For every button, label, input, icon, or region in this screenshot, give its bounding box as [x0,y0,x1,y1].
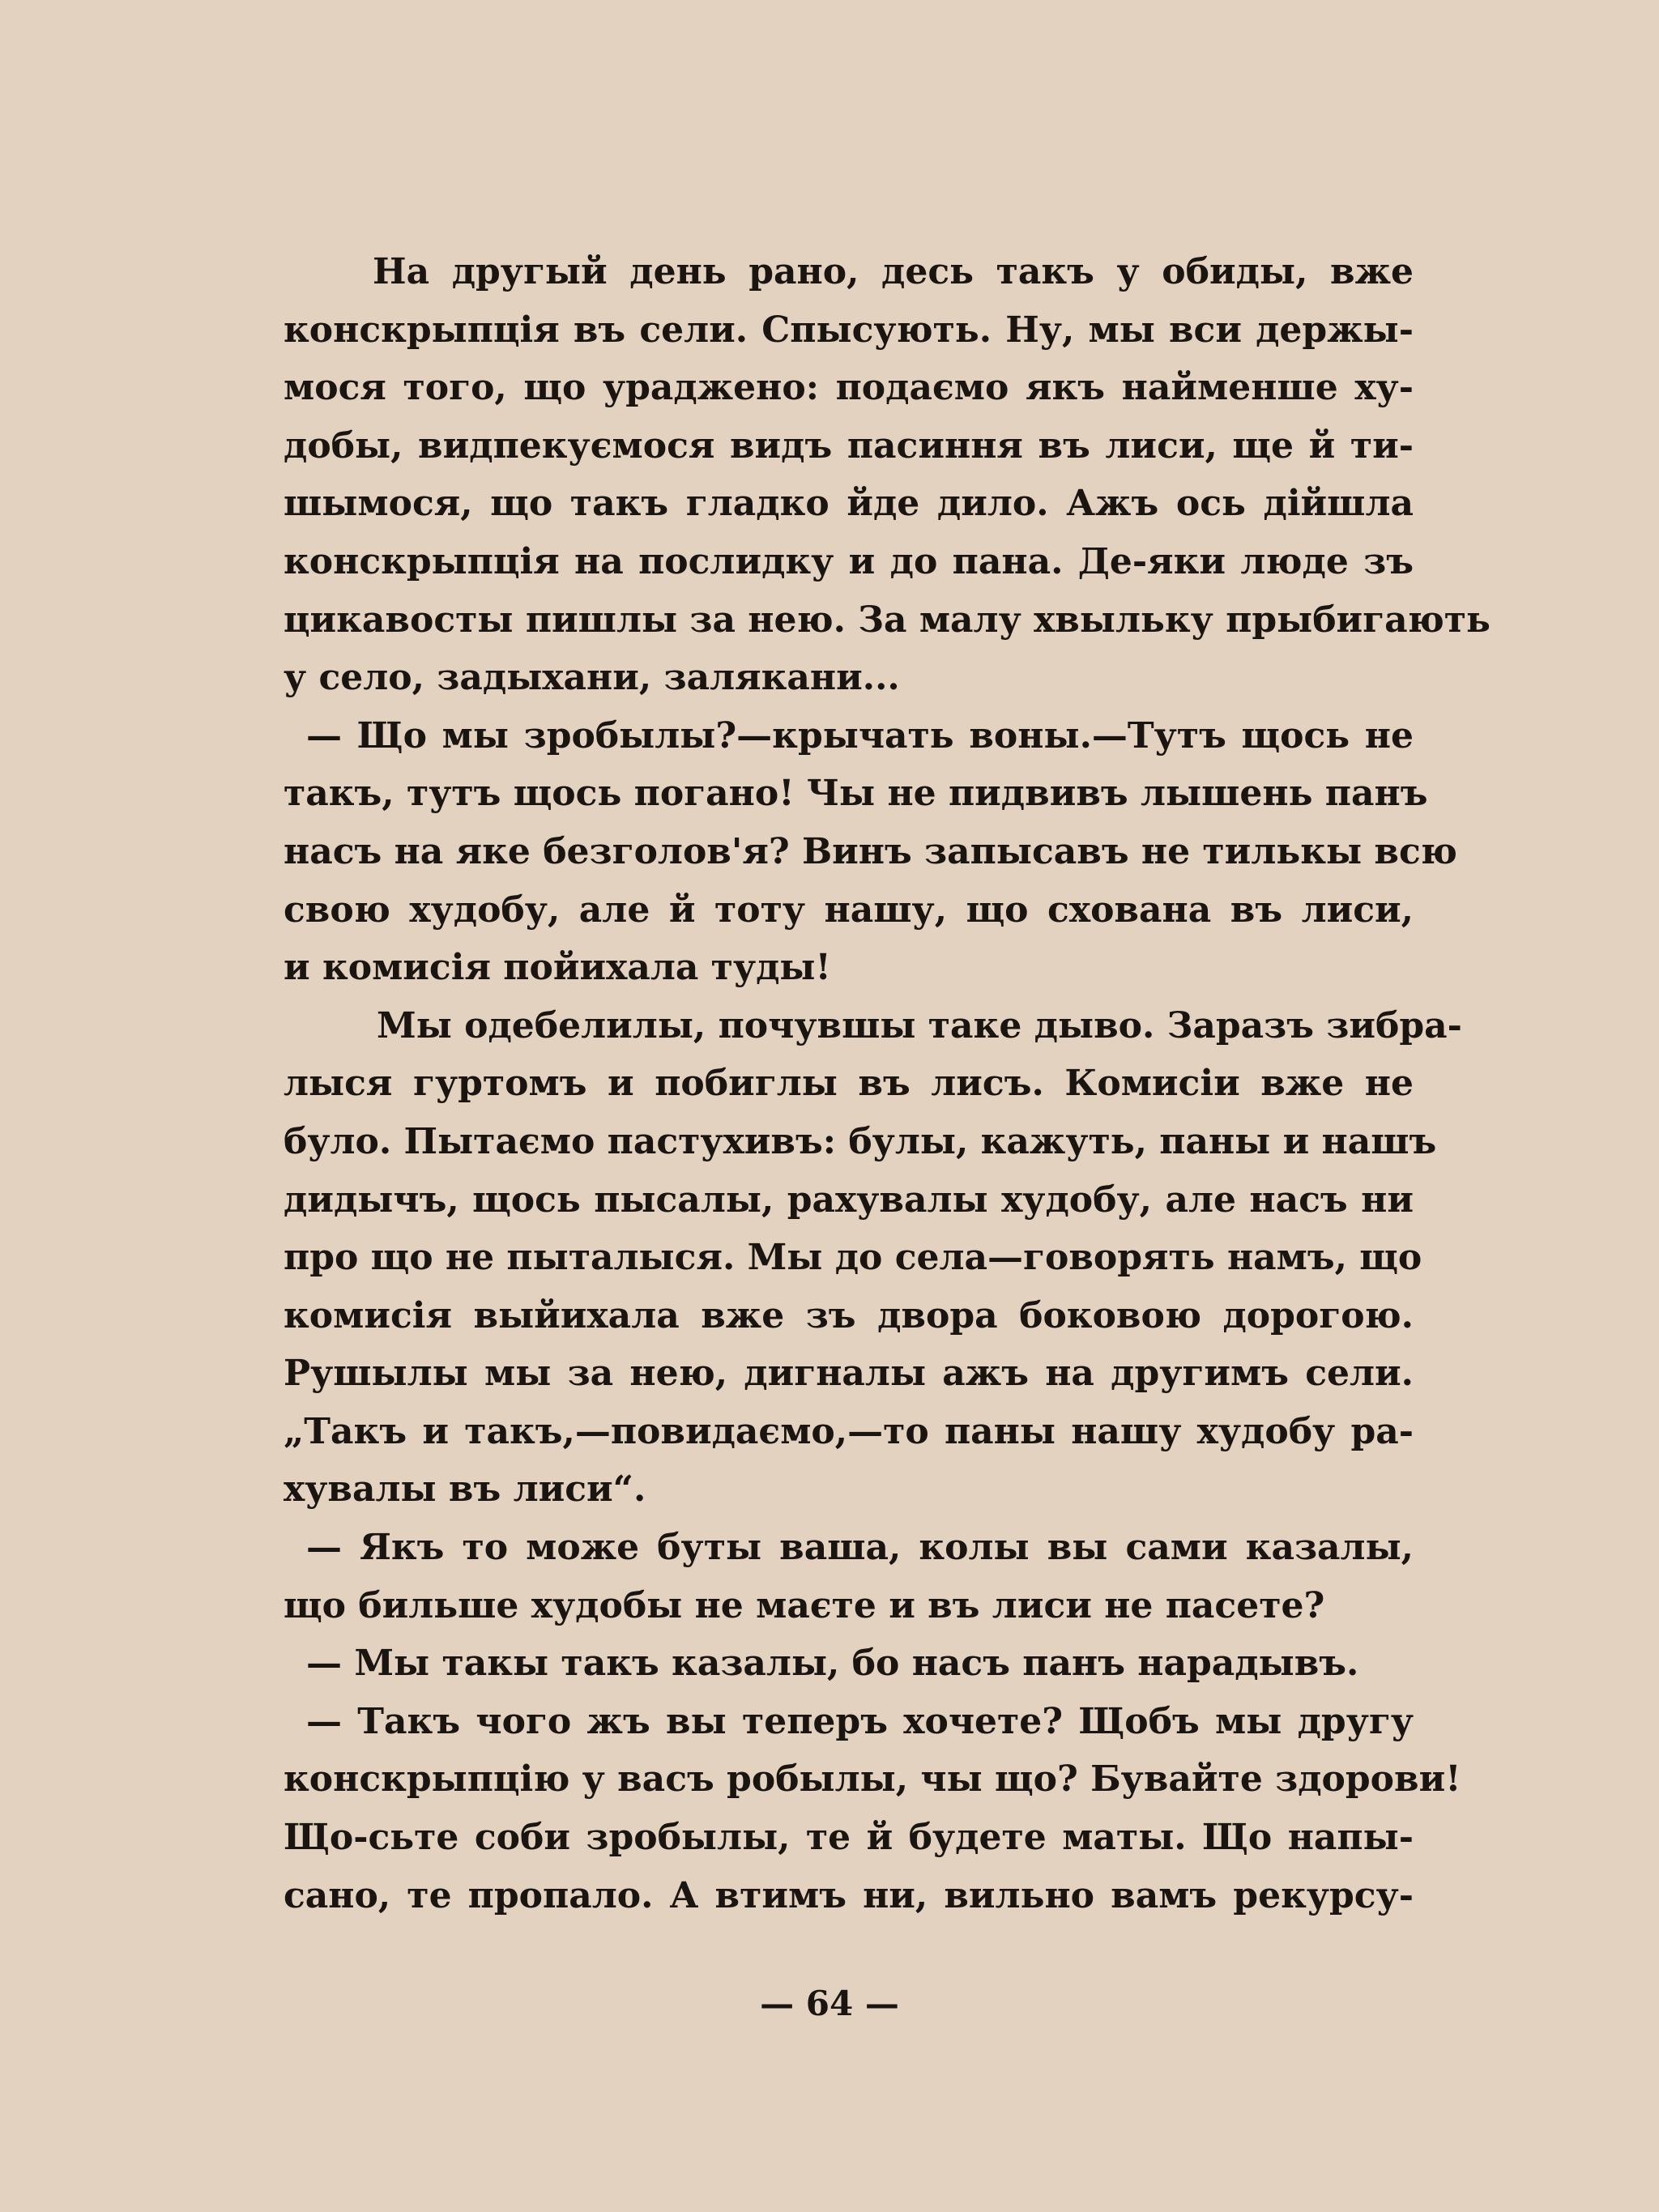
text-line: комисія выйихала вже зъ двора боковою дорогою. [284,1294,1414,1336]
text-line: — Такъ чого жъ вы теперъ хочете? Щобъ мы другу [306,1700,1414,1742]
text-line: конскрыпцію у васъ робылы, чы що? Бувайте здорови! [284,1758,1461,1801]
text-line: конскрыпція въ сели. Спысують. Ну, мы вси держы- [284,309,1414,351]
text-line: було. Пытаємо пастухивъ: булы, кажуть, паны и нашъ [284,1120,1437,1162]
text-line: про що не пыталыся. Мы до села—говорять намъ, що [284,1237,1422,1279]
text-line: — Що мы зробылы?—крычать воны.—Тутъ щось не [306,714,1414,757]
text-line: и комисія пойихала туды! [284,947,831,989]
text-line: „Такъ и такъ,—повидаємо,—то паны нашу худобу ра- [284,1410,1414,1452]
text-line: Що-сьте соби зробылы, те й будете маты. Що напы- [284,1817,1414,1859]
text-line: насъ на яке безголов'я? Винъ запысавъ не тилькы всю [284,830,1457,872]
text-line: цикавосты пишлы за нею. За малу хвыльку прыбигають [284,599,1491,641]
page-number: — 64 — [760,1984,899,2023]
text-line: — Якъ то може буты ваша, колы вы сами казалы, [306,1527,1414,1569]
text-line: мося того, що ураджено: подаємо якъ найменше ху- [284,367,1414,409]
text-line: Рушылы мы за нею, дигналы ажъ на другимъ сели. [284,1353,1414,1395]
text-line: добы, видпекуємося видъ пасиння въ лиси, ще й ти- [284,424,1414,467]
text-line: хувалы въ лиси“. [284,1468,646,1511]
text-line: свою худобу, але й тоту нашу, що схована въ лиси, [284,889,1414,931]
text-line: Мы одебелилы, почувшы таке дыво. Заразъ зибра- [377,1004,1462,1046]
text-line: дидычъ, щось пысалы, рахувалы худобу, але насъ ни [284,1178,1414,1221]
text-line: у село, задыхани, залякани... [284,657,900,699]
text-line: На другый день рано, десь такъ у обиды, вже [373,251,1414,292]
body-text [284,243,1491,1924]
text-line: такъ, тутъ щось погано! Чы не пидвивъ лышень панъ [284,773,1428,815]
text-line: лыся гуртомъ и побиглы въ лисъ. Комисіи вже не [284,1063,1414,1105]
text-line: шымося, що такъ гладко йде дило. Ажъ ось дійшла [284,483,1414,525]
text-line: конскрыпція на послидку и до пана. Де-яки люде зъ [284,540,1414,582]
text-line: що бильше худобы не маєте и въ лиси не пасете? [284,1584,1325,1626]
text-line: — Мы такы такъ казалы, бо насъ панъ нарадывъ. [306,1643,1359,1685]
text-line: сано, те пропало. А втимъ ни, вильно вамъ рекурсу- [284,1874,1414,1916]
